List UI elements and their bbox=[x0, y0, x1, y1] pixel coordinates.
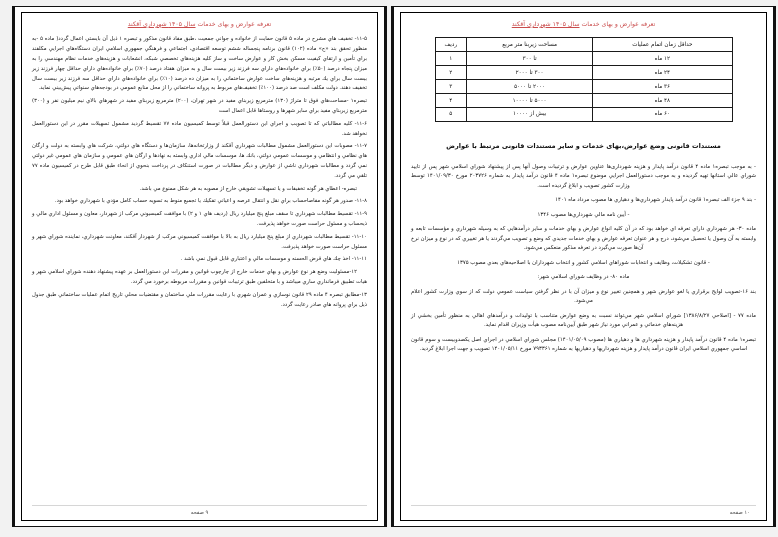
cell-radif: ۲ bbox=[435, 66, 467, 80]
table-head bbox=[435, 38, 732, 52]
cell-area: ۵۰۰۰ تا ۱۰۰۰۰ bbox=[467, 94, 593, 108]
cell-time: ۱۲ ماه bbox=[593, 52, 732, 66]
table-body bbox=[435, 52, 732, 122]
table-row bbox=[435, 94, 732, 108]
cell-radif: ۳ bbox=[435, 80, 467, 94]
paragraph: ۱۱-۸- صدور هر گونه مفاصاحساب براي نقل و انتقال عرصه و اعياني تفكيك يا تجميع منوط به تسويه حساب كامل مؤدي با شهرداري خواهد بود. bbox=[54, 198, 367, 205]
cell-time: ۶۰ ماه bbox=[593, 108, 732, 122]
page-10-body bbox=[411, 163, 756, 505]
column-header-radif: ردیف bbox=[435, 38, 467, 52]
paragraph: ماده ۷۷ - [اصلاحي ۱۳۸۶/۸/۲۷] شوراي اسلامي شهر مي‌تواند نسبت به وضع عوارض متناسب با توليدات و درآمدهاي اهالي به منظور تأمين بخشي از هزينه‌هاي خدماتي و عمراني مورد نياز شهر طبق آيين‌نامه مصوب هيأت وزيران اقدام نمايد. bbox=[411, 312, 756, 329]
column-header-time: حداقل زمان اتمام عملیات bbox=[593, 38, 732, 52]
paragraph: ۱۱-۷- مصوبات اين دستورالعمل مشمول مطالبات شهرداري آقکند از وزارتخانه‌ها، سازمان‌ها و دستگاه هاي دولتي، شركت هاي وابسته به دولت و ارگان هاي نظامي و انتظامي و موسسات عمومي دولتي، بانك ها، موسسات مالي اداري وابسته به نهادها و ارگان هاي عمومي و سازمان هاي عمومي غير دولتي نمي گردد و مطالبات شهرداري ناشي از عوارض و ديگر مطالبات در صورت استنكاف در پرداخت بنحوي از انحاء طبق قابل طرح در كميسيون ماده ۷۷ تلقي مي گردد. bbox=[32, 143, 367, 179]
header-title-highlight: سال ۱۴۰۵ شهرداری آقکند bbox=[511, 21, 580, 28]
paragraph: ۱۱-۱۰- تقسيط مطالبات شهرداري از مبلغ پنج ميليارد ريال به بالا با موافقت كميسيوني مركب از شهردار آقکند، معاونت شهرداري، نماينده شوراي شهر و مسئول حراست صورت خواهد پذيرفت. bbox=[32, 233, 367, 250]
cell-area: تا ۳۰۰ bbox=[467, 52, 593, 66]
table-row bbox=[435, 66, 732, 80]
table-header-row bbox=[435, 38, 732, 52]
cell-radif: ۱ bbox=[435, 52, 467, 66]
paragraph: ۱۱-۱۱- اخذ چك هاي قرض الحسنه و موسسات مالي و اعتباري قابل قبول نمي باشد . bbox=[180, 256, 367, 263]
paragraph: - آيين نامه مالي شهرداري‌ها مصوب ۱۳۴۶ bbox=[537, 211, 630, 218]
paragraph: - قانون تشكيلات، وظايف و انتخابات شوراهاي اسلامي كشور و انتخاب شهرداران با اصلاحيه‌هاي بعدي مصوب ۱۳۷۵ bbox=[457, 259, 710, 266]
page-footer-9: ۹ صفحه bbox=[32, 505, 367, 516]
cell-radif: ۴ bbox=[435, 94, 467, 108]
paragraph: تبصره۱ ماده ۴ قانون درآمد پايدار و هزينه شهرداري ها و دهياري ها (مصوب ۱۴۰۱/۰۵/۰۹) مجلس شوراي اسلامي در اجراي اصل يكصدوبيست و سوم قانون اساسي جمهوري اسلامي ايران قانون درآمد پايدار و هزينه شهرداريها و دهياريها به شماره ۷۹۳۳۶۱ مورخ ۱۴۰۱/۰۵/۱۱ تصويب و جهت اجرا ابلاغ گرديد. bbox=[411, 336, 757, 353]
table-row bbox=[435, 52, 732, 66]
table-row bbox=[435, 108, 732, 122]
installment-schedule-table bbox=[435, 37, 733, 122]
paragraph: - بند ۹ جزء الف تبصره۱ قانون درآمد پايدار شهرداري‌ها و دهياري ها مصوب مرداد ماه ۱۴۰۱ bbox=[555, 197, 756, 204]
paragraph: ماده ۸۰- در وظايف شوراي اسلامي شهر: bbox=[537, 274, 630, 281]
paragraph: ماده ۳۰- هر شهرداري داراي تعرفه اي خواهد بود كه در آن كليه انواع عوارض و بهاي خدمات و ساير درآمدهايي كه به وسيله شهرداري و مؤسسات تابعه و وابسته به آن وصول يا تحصيل مي‌شود، درج و هر عنوان تعرفه عوارض و بهاي خدمات جديدي كه وضع و تصويب مي‌گردند يا هر تغييري كه در نوع و ميزان نرخ آن‌ها صورت مي‌گيرد در تعرفه مذكور منعكس مي‌شود. bbox=[411, 226, 756, 252]
paragraph: بند ۱۶-تصويب لوايح برقراري يا لغو عوارض شهر و همچنين تغيير نوع و ميزان آن با در نظر گرفتن سياست عمومي دولت كه از سوي وزارت كشور اعلام مي‌شود. bbox=[411, 288, 756, 305]
document-page-9 bbox=[14, 6, 385, 527]
page-footer-10: ۱۰ صفحه bbox=[411, 505, 756, 516]
cell-area: ۳۰۰ تا ۲۰۰۰ bbox=[467, 66, 593, 80]
paragraph: تبصره- اعطاي هر گونه تخفيفات و يا تسهيلات تشويقي خارج از مصوبه به هر شكل ممنوع مي باشد. bbox=[139, 185, 357, 192]
paragraph: ۱۱-۹- تقسيط مطالبات شهرداري تا سقف مبلغ پنج ميليارد ريال (رديف هاي ۱ و ۲) با موافقت كميسيوني مركب از شهردار، معاون و مسئول اداري مالي و ذيحساب و مسئول حراست صورت خواهد پذيرفت. bbox=[32, 211, 367, 227]
paragraph: ۱۳-مطابق تبصره ۴ ماده ۲۹ قانون نوسازي و عمران شهري با رعايت مقررات ملي ساختمان و مقتضيات محلي تاريخ اتمام عمليات ساختماني طبق جدول ذيل براي پروانه هاي صادر رعايت گردد. bbox=[32, 291, 367, 308]
paragraph: ۱۱-۶- كليه مطالباتي كه تا تصويب و اجراي اين دستورالعمل قبلاً توسط كميسيون ماده ۷۷ تقسيط گرديد مشمول تسهيلات مقرر در اين دستورالعمل نخواهد شد. bbox=[32, 120, 367, 137]
paragraph: تبصره۱ -مساحت‌هاي فوق تا متراژ (۱۳۰) مترمربع زيربناي مفيد در شهر تهران، (۲۰۰) مترمربع زيربناي مفيد در شهرهاي بالاي نيم ميليون نفر و (۳۰۰) مترمربع زيربناي مفيد براي ساير شهرها و روستاها قابل اعمال است bbox=[32, 98, 367, 115]
page-header-title bbox=[32, 21, 367, 28]
document-page-10 bbox=[393, 6, 774, 527]
cell-time: ۲۴ ماه bbox=[593, 66, 732, 80]
page-9-body bbox=[32, 35, 367, 505]
cell-area: ۲۰۰۰ تا ۵۰۰۰ bbox=[467, 80, 593, 94]
header-title-prefix: تعرفه عوارض و بهای خدمات bbox=[579, 21, 656, 28]
paragraph: ۱۱-۵- تخفيف هاي مشرح در ماده ۵ قانون حمايت از خانواده و جواني جمعيت ،‌طبق مفاد قانون مذكور و تبصره ۱ ذيل آن بايستي اعمال گردد( ماده ۵ -به منظور تحقق بند «ج» ماده (۱۰۲) قانون برنامه پنجساله ششم توسعه اقتصادي، اجتماعي و فرهنگي جمهوري اسلامي ايران دستگاه‌هاي اجرايي مكلفند براي تأمين و ارتقاي كيفيت مسكن بخش كار و عوارض ساخت و ساز كليه هزينه‌هاي تخصصي شبكه، انشعابات و هزينه‌هاي خدمات نظام مهندسي را به ميزان پنجاه درصد (۵۰٪) براي خانواده‌هاي داراي سه فرزند زير بيست سال و به ميزان هفتاد درصد (۷۰٪) براي خانواده‌هاي داراي حداقل چهار فرزند زير بيست سال براي يك مرتبه و هزينه‌هاي ساخت عوارض ساختماني را به ميزان ده درصد (۱۰٪) براي خانواده‌هاي داراي حداقل سه فرزند زير بيست سال تخفيف دهند. دولت مكلف است صد درصد (۱۰۰٪) تخفيف‌هاي مربوط به پروانه ساختماني را از محل منابع عمومي در بودجه‌هاي سنواتي پيش‌بيني نمايد. bbox=[32, 36, 368, 92]
cell-area: بیش از ۱۰۰۰۰ bbox=[467, 108, 593, 122]
page-header-title bbox=[411, 21, 756, 28]
paragraph: - به موجب تبصره۱ ماده ۴ قانون درآمد پایدار و هزینه شهرداری‌ها عناوین عوارض و ترتیبات وصول آنها پس از پیشنهاد شوراي اسلامي شهر پس از تاييد شوراي عالي استانها تهيه گرديده و به موجب دستورالعمل اجرايي موضوع تبصره۱ ماده ۴ قانون درآمد پايدار به شماره ۲۰۳۷۲۶ مورخ ۱۴۰۱/۰۹/۳۰ توسط وزارت كشور تصويب و ابلاغ گرديده است. bbox=[411, 163, 756, 189]
tariff-table-container bbox=[411, 37, 756, 122]
page-content-area bbox=[400, 12, 767, 521]
cell-time: ۳۶ ماه bbox=[593, 80, 732, 94]
table-row bbox=[435, 80, 732, 94]
cell-time: ۴۸ ماه bbox=[593, 94, 732, 108]
column-header-area: مساحت زیربنا متر مربع bbox=[467, 38, 593, 52]
section-heading-legal-sources: مستندات قانونی وضع عوارض،بهای خدمات و سایر مستندات قانونی مرتبط با عوارض bbox=[446, 141, 721, 150]
cell-radif: ۵ bbox=[435, 108, 467, 122]
header-title-prefix: تعرفه عوارض و بهای خدمات bbox=[195, 21, 272, 28]
page-content-area bbox=[21, 12, 378, 521]
header-title-highlight: سال ۱۴۰۵ شهرداری آقکند bbox=[127, 21, 196, 28]
paragraph: ۱۲-مسئوليت وضع هر نوع عوارض و بهاي خدمات خارج از چارچوب قوانين و مقررات اين دستورالعمل بر عهده پيشنهاد دهنده شوراي اسلامي شهر و هيات تطبيق فرمانداري ساري ميباشد و با متخلفين طبق ترتيبات قوانين و مقررات مربوطه برخورد مي گردد. bbox=[32, 269, 367, 285]
